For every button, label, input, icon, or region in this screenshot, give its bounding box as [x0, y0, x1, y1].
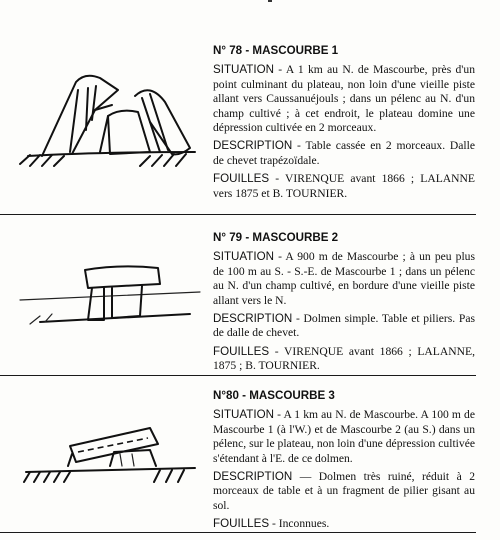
fouilles-text: - VIRENQUE avant 1866 ; LALANNE vers 1875 et B. TOURNIER.	[213, 172, 475, 200]
dolmen-sketch-mascourbe-2	[0, 250, 205, 360]
situation-label: SITUATION	[213, 250, 274, 264]
description-text: - Dolmen simple. Table et piliers. Pas de dalle de chevet.	[213, 312, 475, 340]
situation-label: SITUATION	[213, 63, 274, 77]
situation-paragraph	[213, 63, 475, 135]
fouilles-label: FOUILLES	[213, 172, 270, 186]
description-label: DESCRIPTION	[213, 470, 293, 484]
entry-title: N°80 - MASCOURBE 3	[213, 389, 335, 402]
separator-1	[0, 214, 476, 215]
entry-title: N° 78 - MASCOURBE 1	[213, 44, 339, 57]
entry-mascourbe-2	[213, 231, 475, 378]
fouilles-paragraph	[213, 172, 475, 201]
fouilles-text: - VIRENQUE avant 1866 ; LALANNE, 1875 ; B. TOURNIER.	[213, 344, 475, 373]
description-label: DESCRIPTION	[213, 139, 293, 153]
description-text: - Table cassée en 2 morceaux. Dalle de chevet trapézoïdale.	[213, 139, 475, 167]
description-paragraph	[213, 139, 475, 168]
fouilles-paragraph	[213, 345, 475, 374]
situation-text: - A 1 km au N. de Mascourbe. A 100 m de Mascourbe 1 (à l'W.) et de Mascourbe 2 (au S.) dans un pélenc, sur le plateau, non loin d'une dépression cultivée s'étendant à l'E. de ce dolmen.	[213, 408, 475, 465]
situation-text: - A 900 m de Mascourbe ; à un peu plus de 100 m au S. - S.-E. de Mascourbe 1 ; dans un pélenc au N. d'un champ cultivé, en bordure d'une vieille piste allant vers le N.	[213, 250, 475, 307]
description-paragraph	[213, 470, 475, 513]
situation-paragraph	[213, 250, 475, 308]
entry-title: N° 79 - MASCOURBE 2	[213, 231, 339, 244]
situation-text: - A 1 km au N. de Mascourbe, près d'un point culminant du plateau, non loin d'une vieille piste allant vers Caussanuéjouls ; dans un pélenc au N. d'un champ cultivé ; à cet endroit, le plateau domine une dépression cultivée en 2 morceaux.	[213, 63, 475, 135]
fouilles-text: - Inconnues.	[269, 517, 330, 531]
fouilles-paragraph	[213, 517, 475, 531]
entry-mascourbe-3	[213, 389, 475, 536]
fouilles-label: FOUILLES	[213, 517, 270, 531]
situation-paragraph	[213, 408, 475, 466]
description-text: — Dolmen très ruiné, réduit à 2 morceaux de table et à un fragment de pilier gisant au sol.	[213, 470, 475, 512]
entry-mascourbe-1	[213, 44, 475, 205]
top-mark	[268, 0, 272, 2]
description-label: DESCRIPTION	[213, 312, 293, 326]
description-paragraph	[213, 312, 475, 341]
dolmen-sketch-mascourbe-3	[0, 410, 205, 510]
fouilles-label: FOUILLES	[213, 344, 270, 358]
dolmen-sketch-mascourbe-1	[0, 60, 205, 190]
situation-label: SITUATION	[213, 408, 274, 422]
